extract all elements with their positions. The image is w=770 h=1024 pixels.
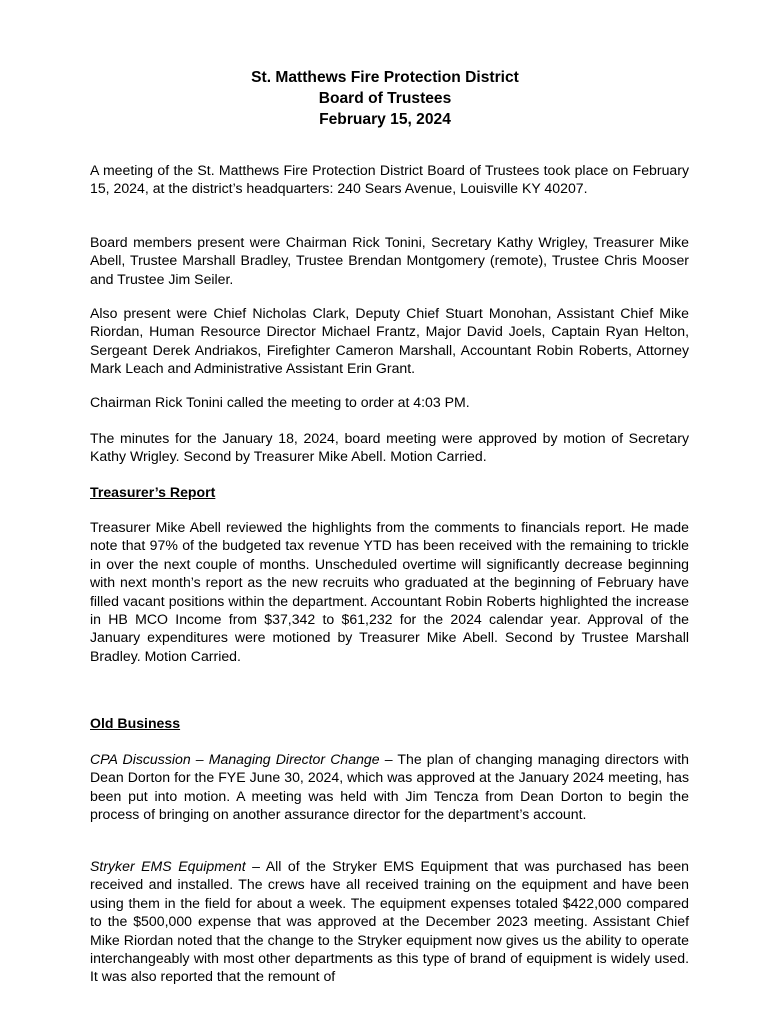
board-name: Board of Trustees [318, 90, 452, 107]
treasurers-report-heading: Treasurer’s Report [90, 484, 216, 500]
cpa-discussion-paragraph [90, 750, 689, 824]
intro-paragraph: A meeting of the St. Matthews Fire Protection District Board of Trustees took place on February 15, 2024, at the district’s headquarters: 240 Sears Avenue, Louisville KY 40207. [90, 162, 689, 197]
call-to-order-paragraph: Chairman Rick Tonini called the meeting to order at 4:03 PM. [90, 394, 470, 410]
stryker-equipment-paragraph [90, 857, 689, 986]
document-header [0, 67, 770, 130]
district-name: St. Matthews Fire Protection District [251, 69, 519, 86]
treasurers-report-paragraph: Treasurer Mike Abell reviewed the highlights from the comments to financials report. He made note that 97% of the budgeted tax revenue YTD has been received with the remaining to trickle in over the next couple of months. Unscheduled overtime will significantly decrease beginning with next month’s report as the new recruits who graduated at the beginning of February have filled vacant positions within the department. Accountant Robin Roberts highlighted the increase in HB MCO Income from $37,342 to $61,232 for the 2024 calendar year. Approval of the January expenditures were motioned by Treasurer Mike Abell. Second by Trustee Marshall Bradley. Motion Carried. [90, 519, 689, 664]
board-present-paragraph: Board members present were Chairman Rick Tonini, Secretary Kathy Wrigley, Treasurer Mike Abell, Trustee Marshall Bradley, Trustee Brendan Montgomery (remote), Trustee Chris Mooser and Trustee Jim Seiler. [90, 234, 689, 287]
cpa-discussion-body: – The plan of changing managing directors with Dean Dorton for the FYE June 30, 2024, which was approved at the January 2024 meeting, has been put into motion. A meeting was held with Jim Tencza from Dean Dorton to begin the process of bringing on another assurance director for the department’s account. [90, 751, 689, 823]
old-business-heading: Old Business [90, 715, 181, 731]
meeting-date: February 15, 2024 [319, 111, 451, 128]
minutes-paragraph: The minutes for the January 18, 2024, board meeting were approved by motion of Secretary Kathy Wrigley. Second by Treasurer Mike Abell. Motion Carried. [90, 430, 689, 465]
cpa-discussion-title: CPA Discussion – Managing Director Change [90, 751, 380, 767]
stryker-equipment-title: Stryker EMS Equipment [90, 858, 246, 874]
stryker-equipment-body: – All of the Stryker EMS Equipment that was purchased has been received and installed. The crews have all received training on the equipment and have been using them in the field for about a week. The equipment expenses totaled $422,000 compared to the $500,000 expense that was approved at the December 2023 meeting. Assistant Chief Mike Riordan noted that the change to the Stryker equipment now gives us the ability to operate interchangeably with most other departments as this type of brand of equipment is widely used. It was also reported that the remount of [90, 858, 689, 985]
also-present-paragraph: Also present were Chief Nicholas Clark, Deputy Chief Stuart Monohan, Assistant Chief Mike Riordan, Human Resource Director Michael Frantz, Major David Joels, Captain Ryan Helton, Sergeant Derek Andriakos, Firefighter Cameron Marshall, Accountant Robin Roberts, Attorney Mark Leach and Administrative Assistant Erin Grant. [90, 305, 689, 377]
